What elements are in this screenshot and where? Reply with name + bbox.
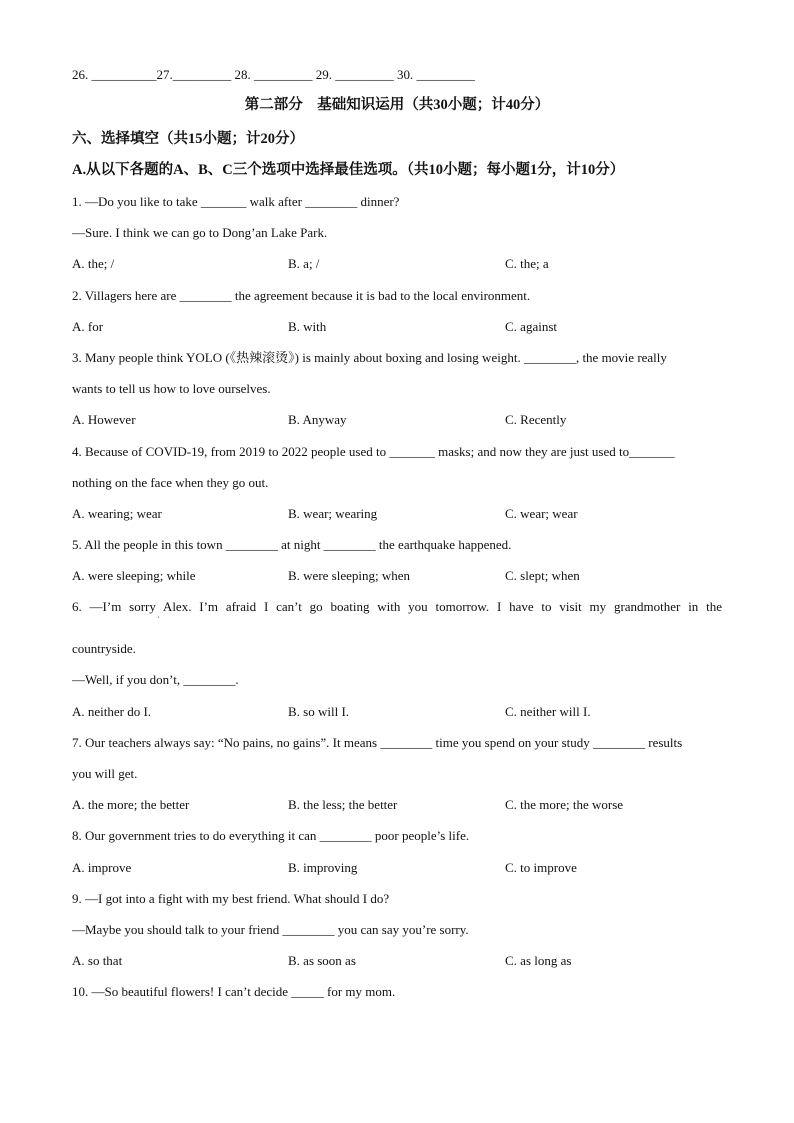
option-b: B. wear; wearing (288, 506, 378, 521)
option-c: C. against (505, 319, 557, 334)
question-3-line-2: wants to tell us how to love ourselves. (72, 381, 271, 396)
option-c: C. wear; wear (505, 506, 578, 521)
option-b: B. were sleeping; when (288, 568, 411, 583)
option-b: B. with (288, 319, 327, 334)
section-title: 第二部分 基础知识运用（共30小题；计40分） (244, 97, 550, 113)
option-c: C. slept; when (505, 568, 580, 583)
option-b: B. the less; the better (288, 797, 398, 812)
question-10-line-1: 10. —So beautiful flowers! I can’t decide _____ for my mom. (72, 984, 396, 999)
question-6-line-3: —Well, if you don’t, ________. (72, 672, 239, 687)
option-a: A. so that (72, 953, 123, 968)
stray-mark: ˈ (157, 615, 160, 625)
question-6-line-1: 6. —I’m sorry Alex. I’m afraid I can’t go boating with you tomorrow. I have to visit my grandmother in the (72, 599, 722, 614)
option-a: A. wearing; wear (72, 506, 162, 521)
option-a: A. However (72, 412, 136, 427)
option-c: C. as long as (505, 953, 572, 968)
option-a: A. neither do I. (72, 704, 152, 719)
option-c: C. the; a (505, 256, 549, 271)
question-5-line-1: 5. All the people in this town ________ at night ________ the earthquake happened. (72, 537, 512, 552)
question-8-line-1: 8. Our government tries to do everything it can ________ poor people’s life. (72, 828, 470, 843)
option-c: C. neither will I. (505, 704, 591, 719)
question-1-line-1: 1. —Do you like to take _______ walk after ________ dinner? (72, 194, 400, 209)
question-3-line-1: 3. Many people think YOLO (《热辣滚烫》) is mainly about boxing and losing weight. ________, the movie really (72, 350, 667, 365)
question-7-line-2: you will get. (72, 766, 138, 781)
answer-blanks-26-30: 26. __________27._________ 28. _________ 29. _________ 30. _________ (72, 67, 475, 82)
part-heading: 六、选择填空（共15小题；计20分） (72, 131, 304, 147)
option-a: A. were sleeping; while (72, 568, 196, 583)
option-b: B. improving (288, 860, 358, 875)
option-b: B. as soon as (288, 953, 356, 968)
question-1-line-2: —Sure. I think we can go to Dong’an Lake Park. (72, 225, 328, 240)
question-6-line-2: countryside. (72, 641, 136, 656)
option-a: A. the more; the better (72, 797, 190, 812)
question-2-line-1: 2. Villagers here are ________ the agreement because it is bad to the local environment. (72, 288, 531, 303)
option-b: B. so will I. (288, 704, 350, 719)
question-4-line-1: 4. Because of COVID-19, from 2019 to 2022 people used to _______ masks; and now they are just used to_______ (72, 444, 675, 459)
question-9-line-1: 9. —I got into a fight with my best friend. What should I do? (72, 891, 390, 906)
question-4-line-2: nothing on the face when they go out. (72, 475, 269, 490)
option-a: A. improve (72, 860, 132, 875)
question-7-line-1: 7. Our teachers always say: “No pains, no gains”. It means ________ time you spend on your study ________ results (72, 735, 683, 750)
option-a: A. the; / (72, 256, 115, 271)
option-c: C. to improve (505, 860, 577, 875)
option-a: A. for (72, 319, 104, 334)
option-b: B. Anyway (288, 412, 347, 427)
question-9-line-2: —Maybe you should talk to your friend ________ you can say you’re sorry. (72, 922, 469, 937)
option-b: B. a; / (288, 256, 320, 271)
part-instruction: A.从以下各题的A、B、C三个选项中选择最佳选项。（共10小题；每小题1分，计10分） (72, 162, 625, 178)
option-c: C. the more; the worse (505, 797, 624, 812)
option-c: C. Recently (505, 412, 567, 427)
